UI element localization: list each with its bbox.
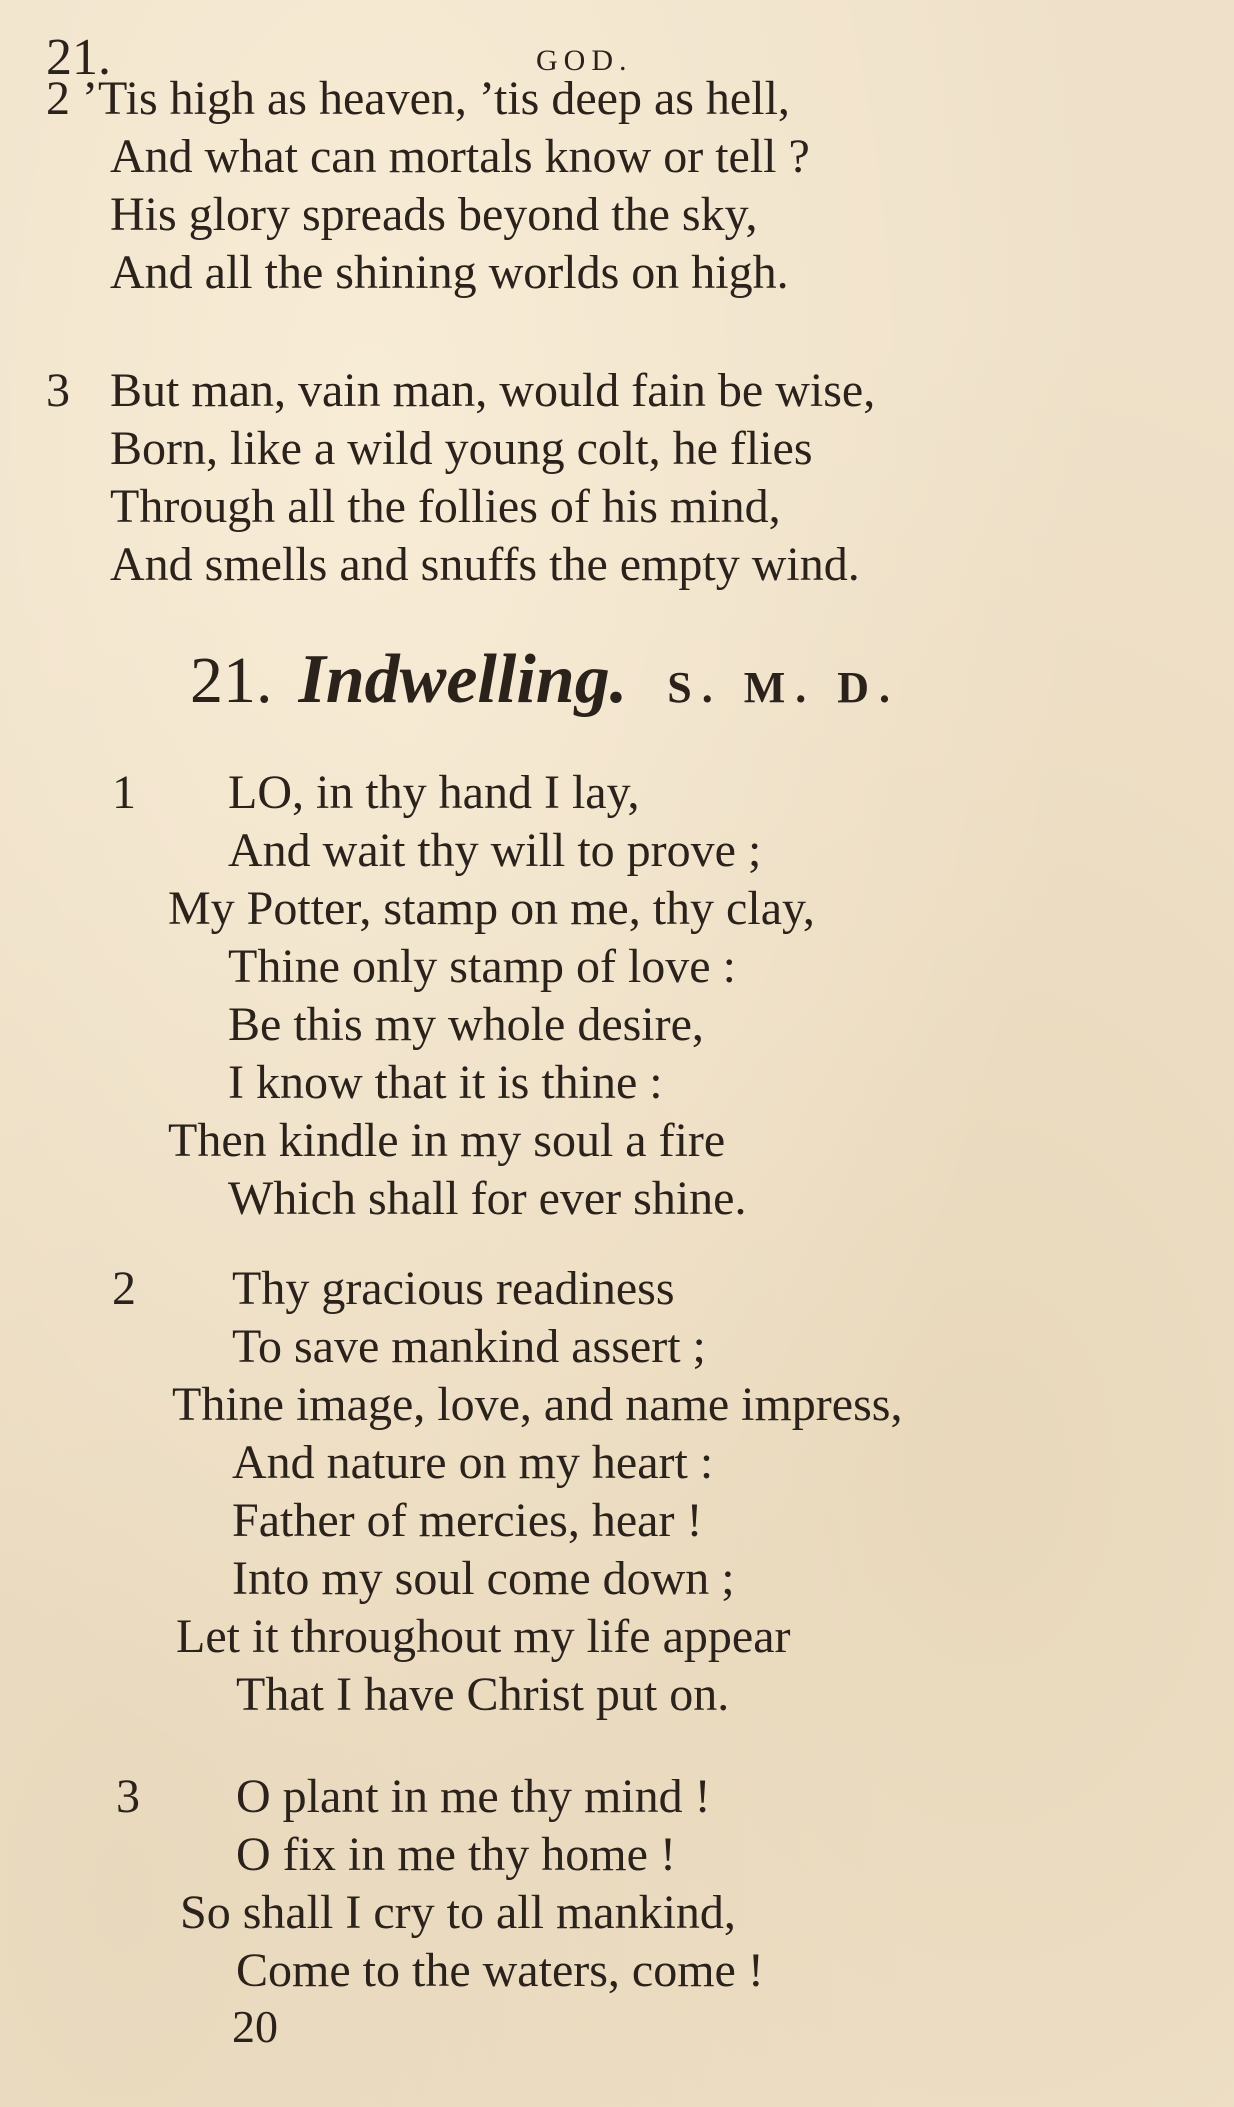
verse-number: 2 (112, 1262, 136, 1315)
verse-line: My Potter, stamp on me, thy clay, (168, 882, 815, 935)
verse-line: Thy gracious readiness (232, 1262, 675, 1315)
header-section-title: GOD. (536, 44, 633, 77)
page-number: 20 (232, 2001, 278, 2052)
verse-line: Born, like a wild young colt, he flies (110, 422, 813, 475)
verse-number: 1 (112, 766, 136, 819)
verse-line: Be this my whole desire, (228, 998, 704, 1051)
verse-line: Through all the follies of his mind, (110, 480, 781, 533)
verse-line: ’Tis high as heaven, ’tis deep as hell, (82, 72, 790, 125)
verse-line: LO, in thy hand I lay, (228, 766, 640, 819)
verse-number: 3 (116, 1770, 140, 1823)
verse-line: So shall I cry to all mankind, (180, 1886, 736, 1939)
verse-line: And wait thy will to prove ; (228, 824, 762, 877)
verse-line: Thine only stamp of love : (228, 940, 736, 993)
verse-line: Into my soul come down ; (232, 1552, 735, 1605)
hymn-heading (190, 640, 900, 720)
verse-line: Father of mercies, hear ! (232, 1494, 703, 1547)
verse-line: His glory spreads beyond the sky, (110, 188, 758, 241)
verse-line: And what can mortals know or tell ? (110, 130, 810, 183)
header-hymn-number: 21. (46, 29, 111, 86)
verse-line: And nature on my heart : (232, 1436, 714, 1489)
verse-line: And all the shining worlds on high. (110, 246, 789, 299)
verse-number: 2 (46, 72, 70, 125)
verse-line: But man, vain man, would fain be wise, (110, 364, 876, 417)
verse-line: O fix in me thy home ! (236, 1828, 676, 1881)
verse-line: And smells and snuffs the empty wind. (110, 538, 860, 591)
verse-line: That I have Christ put on. (236, 1668, 730, 1721)
verse-line: To save mankind assert ; (232, 1320, 706, 1373)
verse-line: Thine image, love, and name impress, (172, 1378, 903, 1431)
verse-line: Which shall for ever shine. (228, 1172, 747, 1225)
verse-line: I know that it is thine : (228, 1056, 663, 1109)
verse-line: Let it throughout my life appear (176, 1610, 791, 1663)
hymn-number: 21. (190, 644, 273, 717)
verse-line: Then kindle in my soul a fire (168, 1114, 726, 1167)
hymn-title: Indwelling. (298, 641, 628, 718)
verse-number: 3 (46, 364, 70, 417)
hymn-meter: S. M. D. (667, 663, 900, 712)
verse-line: O plant in me thy mind ! (236, 1770, 711, 1823)
verse-line: Come to the waters, come ! (236, 1944, 764, 1997)
